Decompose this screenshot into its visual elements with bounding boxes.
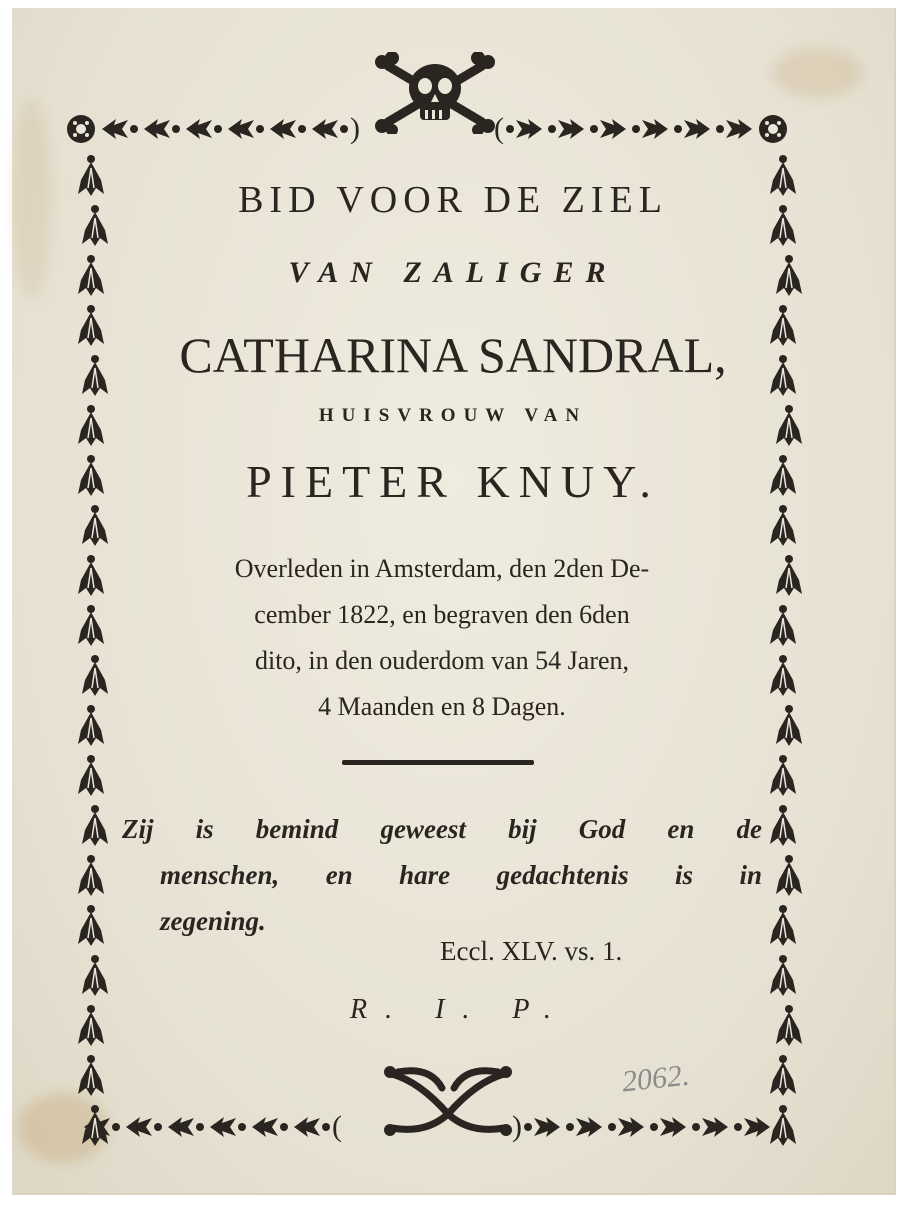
tulip-ornament-icon [630, 117, 672, 141]
tulip-ornament-icon [80, 504, 110, 548]
tulip-ornament-icon [80, 354, 110, 398]
tulip-ornament-icon [76, 254, 106, 298]
tulip-ornament-icon [76, 404, 106, 448]
tulip-ornament-icon [80, 954, 110, 998]
tulip-ornament-icon [648, 1115, 690, 1139]
tulip-ornament-icon [564, 1115, 606, 1139]
crossed-bones-icon [380, 1062, 516, 1142]
tulip-ornament-icon [768, 204, 798, 248]
tulip-ornament-icon [768, 804, 798, 848]
paper-stain [772, 48, 862, 98]
tulip-ornament-icon [80, 204, 110, 248]
tulip-ornament-icon [714, 117, 756, 141]
scripture-quote [122, 806, 762, 944]
tulip-ornament-icon [768, 954, 798, 998]
rip-text: R. I. P. [350, 994, 569, 1025]
tulip-ornament-icon [76, 1004, 106, 1048]
top-border-right [494, 112, 790, 146]
tulip-ornament-icon [76, 304, 106, 348]
bottom-border-left [80, 1112, 342, 1142]
border-paren: ( [494, 112, 504, 145]
tulip-ornament-icon [98, 117, 140, 141]
tulip-ornament-icon [768, 354, 798, 398]
tulip-ornament-icon [768, 754, 798, 798]
tulip-ornament-icon [768, 654, 798, 698]
rosette-icon [756, 112, 790, 146]
tulip-ornament-icon [774, 854, 804, 898]
tulip-ornament-icon [76, 754, 106, 798]
tulip-ornament-icon [76, 154, 106, 198]
tulip-ornament-icon [76, 704, 106, 748]
tulip-ornament-icon [522, 1115, 564, 1139]
tulip-ornament-icon [122, 1115, 164, 1139]
top-border-left [64, 112, 360, 146]
tulip-ornament-icon [80, 804, 110, 848]
tulip-ornament-icon [266, 117, 308, 141]
tulip-ornament-icon [768, 504, 798, 548]
tulip-ornament-icon [606, 1115, 648, 1139]
tulip-ornament-icon [224, 117, 266, 141]
death-details [122, 546, 762, 730]
tulip-ornament-icon [140, 117, 182, 141]
tulip-ornament-icon [768, 154, 798, 198]
scripture-reference: Eccl. XLV. vs. 1. [440, 936, 623, 966]
deceased-name: CATHARINA SANDRAL, [179, 327, 727, 383]
prayer-heading: BID VOOR DE ZIEL [238, 179, 668, 221]
tulip-ornament-icon [76, 554, 106, 598]
tulip-ornament-icon [80, 654, 110, 698]
tulip-ornament-icon [76, 904, 106, 948]
tulip-ornament-icon [248, 1115, 290, 1139]
tulip-ornament-icon [504, 117, 546, 141]
divider-rule [342, 760, 534, 765]
subheading: VAN ZALIGER [288, 256, 618, 289]
tulip-ornament-icon [182, 117, 224, 141]
tulip-ornament-icon [80, 1104, 110, 1148]
tulip-ornament-icon [76, 454, 106, 498]
tulip-ornament-icon [76, 854, 106, 898]
body-line: cember 1822, en begraven den 6den [254, 600, 630, 629]
husband-name: PIETER KNUY. [246, 456, 660, 507]
border-paren: ) [512, 1110, 522, 1143]
tulip-ornament-icon [768, 304, 798, 348]
tulip-ornament-icon [768, 604, 798, 648]
tulip-ornament-icon [76, 1054, 106, 1098]
tulip-ornament-icon [774, 704, 804, 748]
tulip-ornament-icon [774, 1004, 804, 1048]
border-paren: ) [350, 112, 360, 145]
tulip-ornament-icon [774, 404, 804, 448]
relation-label: HUISVROUW VAN [318, 405, 588, 426]
tulip-ornament-icon [308, 117, 350, 141]
tulip-ornament-icon [76, 604, 106, 648]
tulip-ornament-icon [768, 1104, 798, 1148]
tulip-ornament-icon [768, 1054, 798, 1098]
body-line: Overleden in Amsterdam, den 2den De- [234, 554, 650, 583]
rosette-icon [64, 112, 98, 146]
body-line: 4 Maanden en 8 Dagen. [318, 692, 566, 721]
tulip-ornament-icon [774, 554, 804, 598]
tulip-ornament-icon [588, 117, 630, 141]
tulip-ornament-icon [290, 1115, 332, 1139]
handwritten-number: 2062. [620, 1058, 691, 1099]
tulip-ornament-icon [690, 1115, 732, 1139]
tulip-ornament-icon [546, 117, 588, 141]
tulip-ornament-icon [774, 254, 804, 298]
quote-line: zegening. [160, 906, 266, 936]
bottom-border-right [512, 1112, 774, 1142]
skull-crossbones-icon [372, 52, 498, 134]
tulip-ornament-icon [768, 454, 798, 498]
tulip-ornament-icon [164, 1115, 206, 1139]
border-paren: ( [332, 1110, 342, 1143]
body-line: dito, in den ouderdom van 54 Jaren, [254, 646, 630, 675]
quote-line: menschen, en hare gedachtenis is in [160, 860, 762, 890]
tulip-ornament-icon [206, 1115, 248, 1139]
tulip-ornament-icon [768, 904, 798, 948]
quote-line: Zij is bemind geweest bij God en de [122, 814, 762, 844]
tulip-ornament-icon [672, 117, 714, 141]
